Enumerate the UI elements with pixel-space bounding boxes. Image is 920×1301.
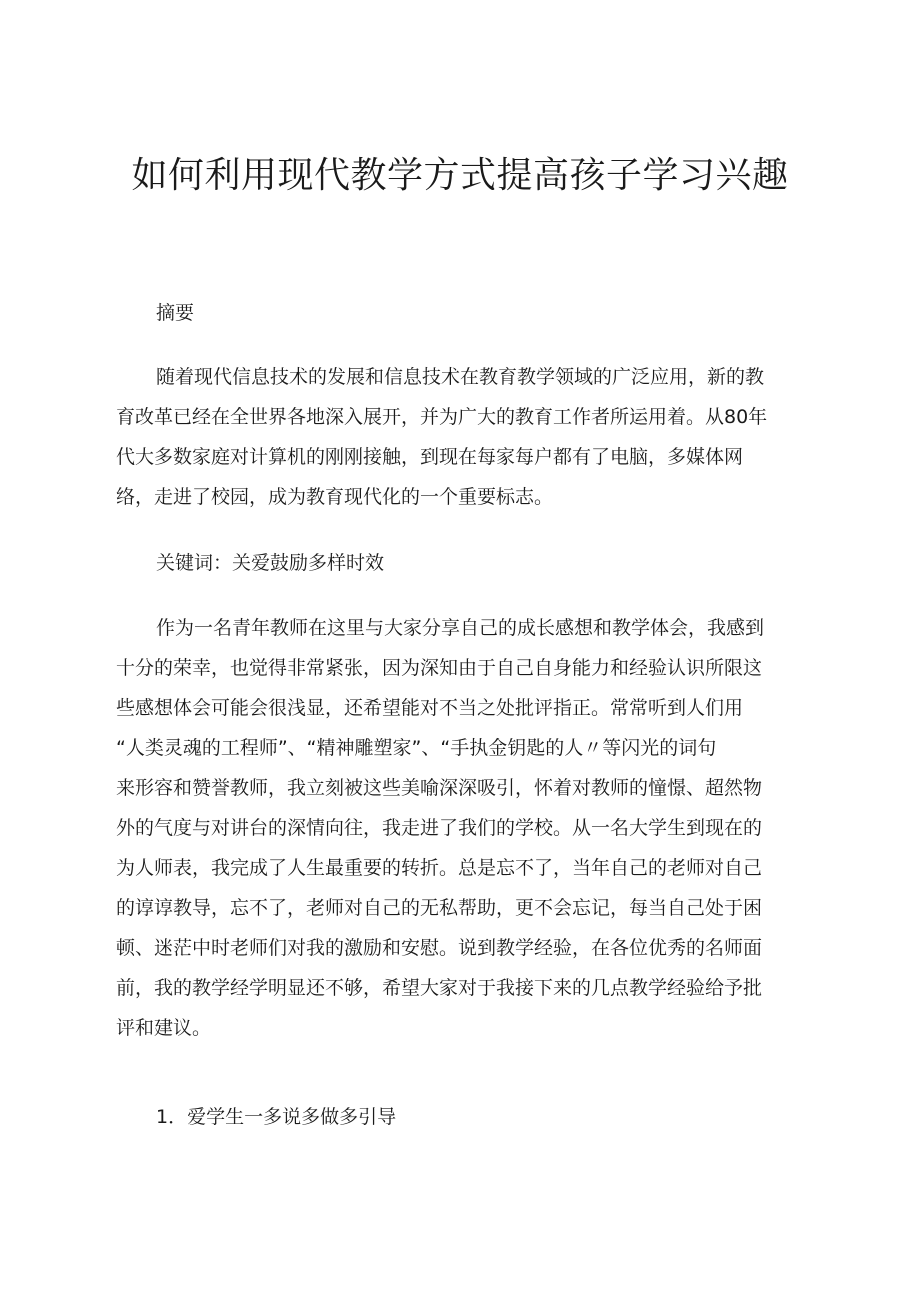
abstract-paragraph [116, 357, 806, 517]
body-line: 十分的荣幸，也觉得非常紧张，因为深知由于自己自身能力和经验认识所限这 [116, 657, 763, 679]
document-title: 如何利用现代教学方式提高孩子学习兴趣 [131, 155, 789, 196]
abstract-line: 代大多数家庭对计算机的刚刚接触，到现在每家每户都有了电脑，多媒体网 [116, 446, 744, 468]
body-line: 评和建议。 [116, 1017, 212, 1039]
abstract-line: 络，走进了校园，成为教育现代化的一个重要标志。 [116, 486, 554, 508]
body-line: “人类灵魂的工程师”、“精神雕塑家”、“手执金钥匙的人〃等闪光的词句 [116, 737, 717, 759]
body-line: 为人师表，我完成了人生最重要的转折。总是忘不了，当年自己的老师对自己 [116, 857, 763, 879]
abstract-line: 随着现代信息技术的发展和信息技术在教育教学领域的广泛应用，新的教 [156, 366, 765, 388]
abstract-line: 育改革已经在全世界各地深入展开，并为广大的教育工作者所运用着。从80年 [116, 406, 768, 428]
body-line: 些感想体会可能会很浅显，还希望能对不当之处批评指正。常常听到人们用 [116, 697, 744, 719]
body-line: 作为一名青年教师在这里与大家分享自己的成长感想和教学体会，我感到 [156, 617, 765, 639]
body-line: 来形容和赞誉教师，我立刻被这些美喻深深吸引，怀着对教师的憧憬、超然物 [116, 777, 763, 799]
section-heading-1: 1．爱学生一多说多做多引导 [156, 1106, 397, 1128]
abstract-heading: 摘要 [156, 302, 195, 324]
body-line: 外的气度与对讲台的深情向往，我走进了我们的学校。从一名大学生到现在的 [116, 817, 763, 839]
body-line: 顿、迷茫中时老师们对我的激励和安慰。说到教学经验，在各位优秀的名师面 [116, 937, 763, 959]
keywords-line: 关键词：关爱鼓励多样时效 [156, 552, 385, 574]
body-line: 前，我的教学经学明显还不够，希望大家对于我接下来的几点教学经验给予批 [116, 977, 763, 999]
body-line: 的谆谆教导，忘不了，老师对自己的无私帮助，更不会忘记，每当自己处于困 [116, 897, 763, 919]
body-paragraph [116, 608, 806, 1048]
